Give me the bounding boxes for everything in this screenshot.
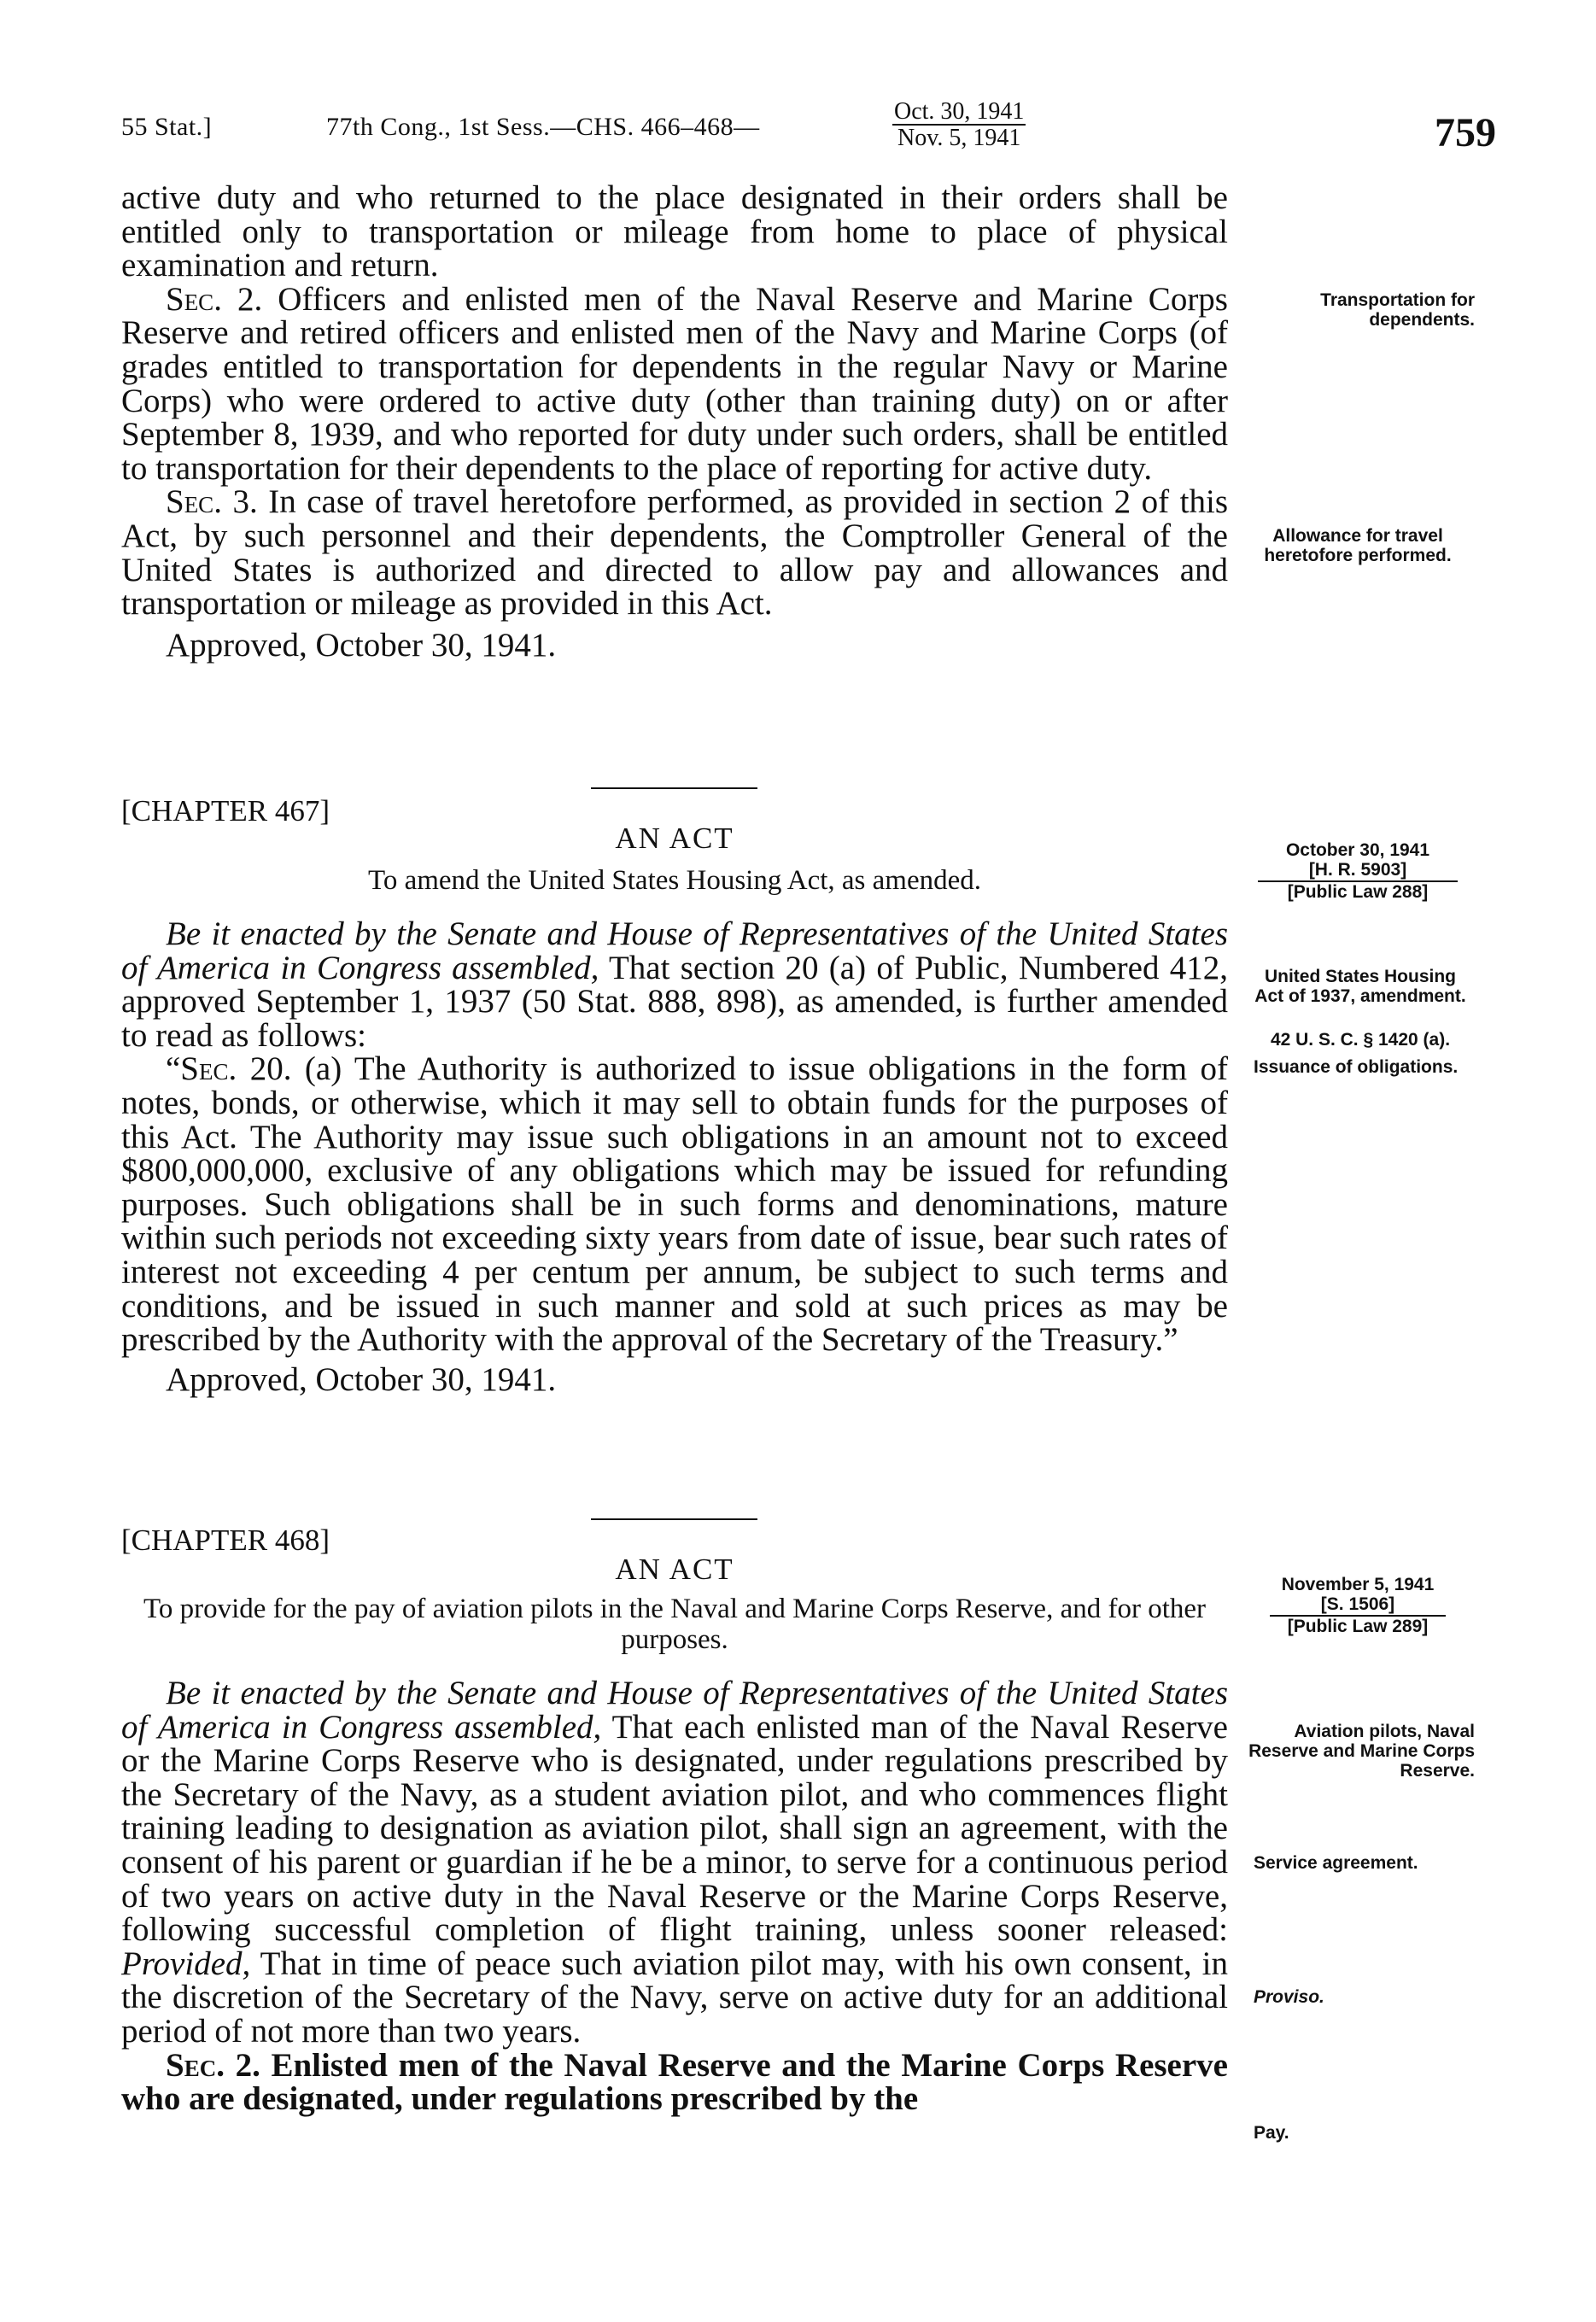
header-congress: 77th Cong., 1st Sess.—CHS. 466–468— bbox=[326, 113, 760, 141]
ch468-enacting-paragraph bbox=[121, 1676, 1228, 2049]
ch467-approved: Approved, October 30, 1941. bbox=[166, 1360, 557, 1398]
ch467-margin-law: [Public Law 288] bbox=[1287, 882, 1429, 902]
margin-allowance-travel: Allowance for travel heretofore performed. bbox=[1264, 526, 1452, 565]
ch466-approved: Approved, October 30, 1941. bbox=[166, 626, 557, 664]
ch468-body-1b: That in time of peace such aviation pilot may, with his own consent, in the discretion of the Secretary of the Navy, serve on active duty for an additional period of not more than two years. bbox=[121, 1945, 1228, 2050]
section-divider-1 bbox=[591, 787, 757, 789]
ch468-sec2-text: Enlisted men of the Naval Reserve and the Marine Corps Reserve who are designated, under regulations prescribed by the bbox=[121, 2046, 1228, 2118]
header-date-top: Oct. 30, 1941 bbox=[894, 98, 1025, 125]
margin-transportation-dependents: Transportation for dependents. bbox=[1320, 290, 1475, 330]
ch468-margin-service: Service agreement. bbox=[1254, 1853, 1418, 1873]
ch467-an-act: AN ACT bbox=[615, 822, 734, 855]
ch467-margin-date: October 30, 1941 bbox=[1285, 840, 1430, 860]
page-number: 759 bbox=[1435, 110, 1496, 155]
ch466-sec2-label: Sec. 2. bbox=[166, 280, 263, 318]
ch468-margin-bill: [S. 1506] bbox=[1270, 1594, 1446, 1617]
ch468-body-1a: That each enlisted man of the Naval Reserve or the Marine Corps Reserve who is designated, under regulations prescribed by the Secretary of the Navy, as a student aviation pilot, and who commences flight training leading to designation as aviation pilot, shall sign an agreement, with the consent of his parent or guardian if he be a minor, to serve for a continuous period of two years on active duty in the Naval Reserve or the Marine Corps Reserve, following successful completion of flight training, unless sooner released: bbox=[121, 1708, 1228, 1949]
header-date-bottom: Nov. 5, 1941 bbox=[897, 125, 1021, 151]
header-date-range bbox=[892, 99, 1026, 150]
header-stat: 55 Stat.] bbox=[121, 113, 213, 141]
ch467-title: To amend the United States Housing Act, as amended. bbox=[367, 865, 982, 896]
ch468-margin-pay: Pay. bbox=[1254, 2123, 1289, 2143]
ch467-margin-block bbox=[1251, 840, 1464, 902]
ch467-margin-issuance: Issuance of obligations. bbox=[1254, 1057, 1459, 1077]
section-divider-2 bbox=[591, 1518, 757, 1520]
ch466-sec2-text: Officers and enlisted men of the Naval Reserve and Marine Corps Reserve and retired officers and enlisted men of the Navy and Marine Corps (of grades entitled to transportation for dependents in the regular Navy or Marine Corps) who were ordered to active duty (other than training duty) on or after September 8, 1939, and who reported for duty under such orders, shall be entitled to transportation for their dependents to the place of reporting for active duty. bbox=[121, 280, 1228, 487]
ch466-sec3-label: Sec. 3. bbox=[166, 483, 258, 521]
ch467-margin-usc: 42 U. S. C. § 1420 (a). bbox=[1270, 1030, 1451, 1050]
ch467-enacting-paragraph bbox=[121, 917, 1228, 1052]
ch467-body-1: That section 20 (a) of Public, Numbered 412, approved September 1, 1937 (50 Stat. 888, 898), as amended, is further amended to read as follows: bbox=[121, 949, 1228, 1054]
ch467-sec20-label: “Sec. 20. bbox=[166, 1050, 292, 1088]
ch466-paragraph-1: active duty and who returned to the place designated in their orders shall be entitled only to transportation or mileage from home to place of physical examination and return. bbox=[121, 179, 1228, 284]
ch468-margin-proviso: Proviso. bbox=[1254, 1987, 1324, 2007]
ch468-chapter-label: [CHAPTER 468] bbox=[121, 1524, 330, 1557]
ch468-sec2-label: Sec. 2. bbox=[166, 2046, 260, 2084]
ch468-margin-law: [Public Law 289] bbox=[1287, 1617, 1429, 1636]
ch468-margin-aviation: Aviation pilots, Naval Reserve and Marine Corps Reserve. bbox=[1248, 1722, 1475, 1781]
ch467-section-20 bbox=[121, 1050, 1228, 1359]
ch468-margin-date: November 5, 1941 bbox=[1281, 1575, 1435, 1594]
ch467-margin-housing: United States Housing Act of 1937, amendment. bbox=[1254, 967, 1466, 1006]
ch466-sec3-text: In case of travel heretofore performed, as provided in section 2 of this Act, by such personnel and their dependents, the Comptroller General of the United States is authorized and directed to allow pay and allowances and transportation or mileage as provided in this Act. bbox=[121, 483, 1228, 623]
ch468-enacting-clause: Be it enacted by the Senate and House of Representatives of the United States of America in Congress assembled, bbox=[121, 1675, 1228, 1746]
chapter-468-text bbox=[121, 1676, 1228, 2116]
chapter-466-text bbox=[121, 181, 1228, 664]
ch467-sec20-text: (a) The Authority is authorized to issue obligations in the form of notes, bonds, or otherwise, which it may sell to obtain funds for the purposes of this Act. The Authority may issue such obligations in an amount not to exceed $800,000,000, exclusive of any obligations which may be issued for refunding purposes. Such obligations shall be in such forms and denominations, mature within such periods not exceeding sixty years from date of issue, bear such rates of interest not exceeding 4 per centum per annum, be subject to such terms and conditions, and be issued in such manner and sold at such prices as may be prescribed by the Authority with the approval of the Secretary of the Treasury.” bbox=[121, 1050, 1228, 1359]
ch467-chapter-label: [CHAPTER 467] bbox=[121, 794, 330, 828]
ch468-provided: Provided, bbox=[121, 1945, 251, 1982]
ch467-margin-bill: [H. R. 5903] bbox=[1258, 860, 1458, 882]
ch468-section-2 bbox=[121, 2046, 1228, 2118]
ch468-title: To provide for the pay of aviation pilots in the Naval and Marine Corps Reserve, and for other purposes. bbox=[143, 1594, 1206, 1655]
ch467-enacting-clause: Be it enacted by the Senate and House of Representatives of the United States of America in Congress assembled, bbox=[121, 915, 1228, 986]
ch468-margin-block bbox=[1251, 1575, 1464, 1636]
ch466-section-3 bbox=[121, 483, 1228, 623]
ch468-an-act: AN ACT bbox=[615, 1553, 734, 1586]
ch466-section-2 bbox=[121, 280, 1228, 487]
chapter-467-text bbox=[121, 917, 1228, 1399]
